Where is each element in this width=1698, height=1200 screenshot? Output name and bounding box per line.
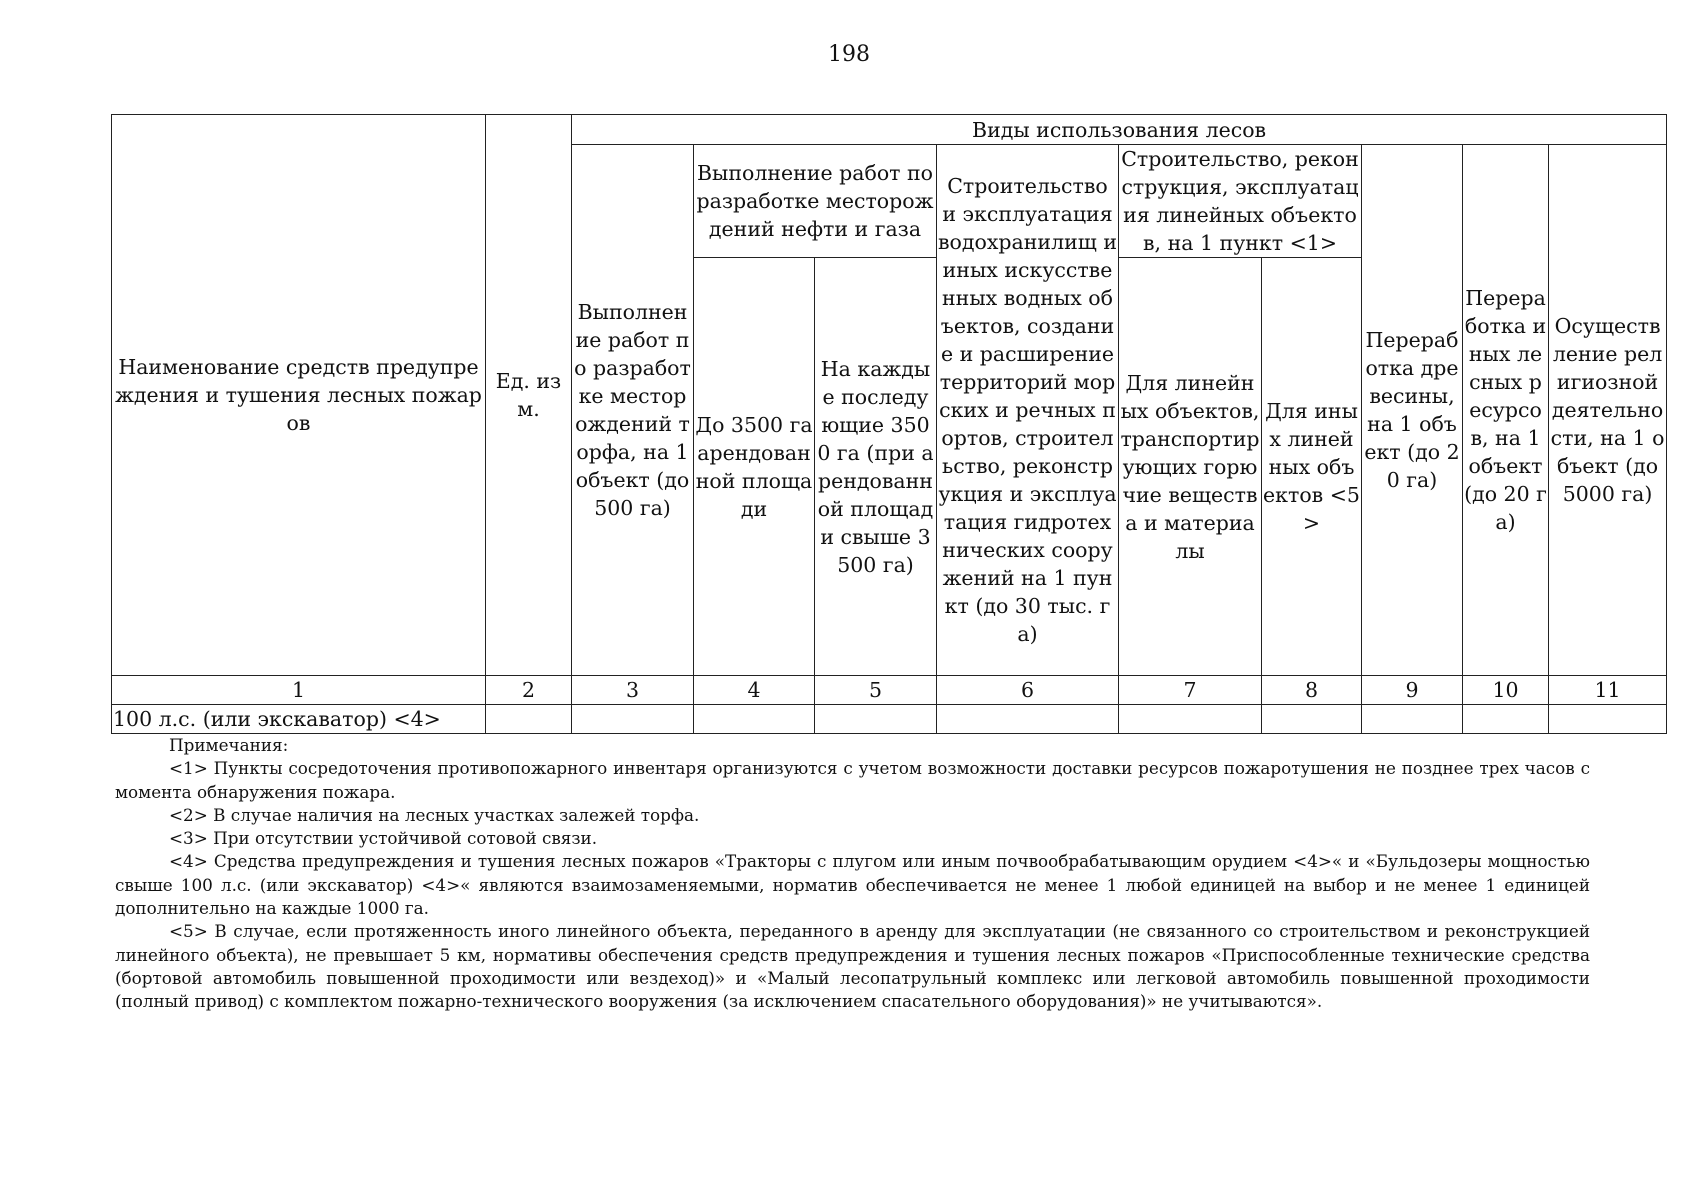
header-unit: Ед. изм.: [486, 115, 572, 676]
column-number: 8: [1262, 676, 1362, 705]
header-oil-gas-extraction: Выполнение работ по разработке месторождений нефти и газа: [694, 145, 937, 258]
table-cell: [937, 705, 1119, 734]
header-reservoirs-ports: Строительство и эксплуатация водохранилищ и иных искусственных водных объектов, создание и расширение территорий морских и речных портов, строительство, реконструкция и эксплуатация гидротехнических сооружений на 1 пункт (до 30 тыс. га): [937, 145, 1119, 676]
column-number: 5: [815, 676, 937, 705]
note-item: <1> Пункты сосредоточения противопожарного инвентаря организуются с учетом возможности доставки ресурсов пожаротушения не позднее трех часов с момента обнаружения пожара.: [115, 758, 1590, 802]
table-cell: [694, 705, 815, 734]
column-number: 7: [1119, 676, 1262, 705]
column-number: 1: [112, 676, 486, 705]
header-each-next-3500-ha: На каждые последующие 3500 га (при арендованной площади свыше 3500 га): [815, 258, 937, 676]
column-number: 3: [572, 676, 694, 705]
column-number-row: [112, 676, 1667, 705]
column-number: 6: [937, 676, 1119, 705]
row-name: 100 л.с. (или экскаватор) <4>: [112, 705, 486, 734]
header-forest-use-types: Виды использования лесов: [572, 115, 1667, 145]
header-name-of-means: Наименование средств предупреждения и тушения лесных пожаров: [112, 115, 486, 676]
column-number: 11: [1549, 676, 1667, 705]
table-cell: [1262, 705, 1362, 734]
notes-title: Примечания:: [169, 735, 289, 755]
note-item: <2> В случае наличия на лесных участках залежей торфа.: [169, 804, 700, 825]
table-cell: [1549, 705, 1667, 734]
column-number: 9: [1362, 676, 1463, 705]
table-cell: [1119, 705, 1262, 734]
page-number: 198: [828, 42, 870, 67]
table-cell: [572, 705, 694, 734]
table-cell: [486, 705, 572, 734]
column-number: 10: [1463, 676, 1549, 705]
header-other-resources-processing: Переработка иных лесных ресурсов, на 1 объект (до 20 га): [1463, 145, 1549, 676]
header-up-to-3500-ha: До 3500 га арендованной площади: [694, 258, 815, 676]
notes-section: [115, 734, 1590, 1014]
header-linear-flammable: Для линейных объектов, транспортирующих горючие вещества и материалы: [1119, 258, 1262, 676]
header-linear-objects: Строительство, реконструкция, эксплуатация линейных объектов, на 1 пункт <1>: [1119, 145, 1362, 258]
table-cell: [1463, 705, 1549, 734]
header-peat-extraction: Выполнение работ по разработке месторождений торфа, на 1 объект (до 500 га): [572, 145, 694, 676]
header-wood-processing: Переработка древесины, на 1 объект (до 20 га): [1362, 145, 1463, 676]
header-religious-activity: Осуществление религиозной деятельности, на 1 объект (до 5000 га): [1549, 145, 1667, 676]
note-item: <5> В случае, если протяженность иного линейного объекта, переданного в аренду для эксплуатации (не связанного со строительством и реконструкцией линейного объекта), не превышает 5 км, нормативы обеспечения средств предупреждения и тушения лесных пожаров «Приспособленные технические средства (бортовой автомобиль повышенной проходимости или вездеход)» и «Малый лесопатрульный комплекс или легковой автомобиль повышенной проходимости (полный привод) с комплектом пожарно-технического вооружения (за исключением спасательного оборудования)» не учитываются».: [115, 921, 1590, 1012]
column-number: 2: [486, 676, 572, 705]
column-number: 4: [694, 676, 815, 705]
table-cell: [815, 705, 937, 734]
note-item: <4> Средства предупреждения и тушения лесных пожаров «Тракторы с плугом или иным почвообрабатывающим орудием <4>« и «Бульдозеры мощностью свыше 100 л.с. (или экскаватор) <4>« являются взаимозаменяемыми, норматив обеспечивается не менее 1 любой единицей на выбор и не менее 1 единицей дополнительно на каждые 1000 га.: [115, 851, 1590, 919]
table-row: [112, 705, 1667, 734]
header-linear-other: Для иных линейных объектов <5>: [1262, 258, 1362, 676]
note-item: <3> При отсутствии устойчивой сотовой связи.: [169, 828, 598, 849]
table-cell: [1362, 705, 1463, 734]
fire-equipment-table: [111, 114, 1667, 734]
